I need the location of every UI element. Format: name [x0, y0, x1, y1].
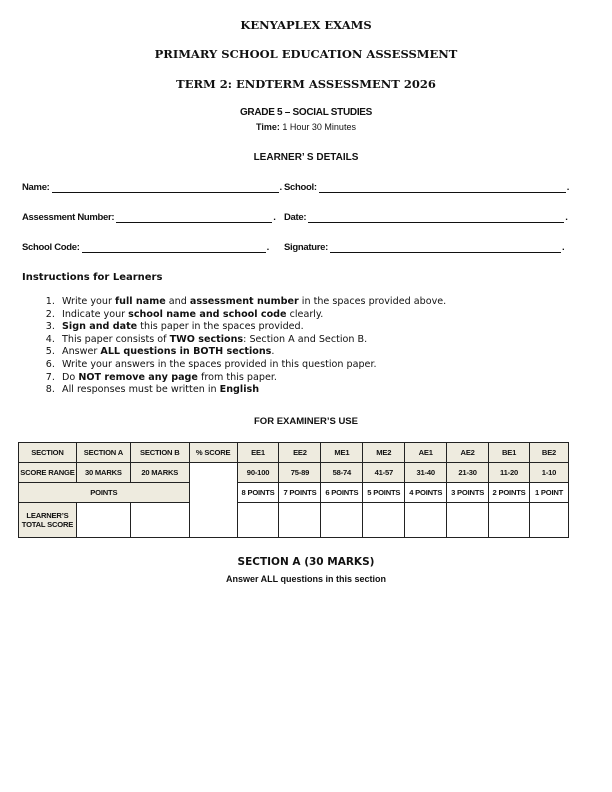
range-cell: 90-100: [237, 463, 279, 483]
date-field[interactable]: Date: .: [284, 212, 568, 223]
time-allowed: [0, 122, 612, 132]
header-cell: BE2: [530, 443, 569, 463]
points-label: POINTS: [19, 483, 190, 503]
points-cell: 8 POINTS: [237, 483, 279, 503]
be1-score-cell[interactable]: [489, 503, 530, 538]
score-range-label: SCORE RANGE: [19, 463, 77, 483]
me2-score-cell[interactable]: [363, 503, 405, 538]
signature-field[interactable]: Signature: .: [284, 242, 565, 253]
header-cell: SECTION: [19, 443, 77, 463]
range-cell: 1-10: [530, 463, 569, 483]
header-cell: % SCORE: [189, 443, 237, 463]
points-cell: 1 POINT: [530, 483, 569, 503]
section-a-title: SECTION A (30 MARKS): [237, 556, 375, 568]
score-range-row: [19, 463, 569, 483]
date-label: Date:: [284, 212, 307, 223]
name-field[interactable]: Name: .: [22, 182, 283, 193]
total-label-line1: LEARNER’S: [26, 511, 69, 520]
section-a-marks: 30 MARKS: [76, 463, 130, 483]
header-cell: AE2: [447, 443, 489, 463]
instruction-item: 7. Do NOT remove any page from this paper.: [58, 372, 446, 385]
ae2-score-cell[interactable]: [447, 503, 489, 538]
time-value: 1 Hour 30 Minutes: [282, 122, 356, 132]
header-cell: EE2: [279, 443, 321, 463]
instruction-item: 6. Write your answers in the spaces provided in this question paper.: [58, 359, 446, 372]
score-table: [18, 442, 569, 538]
instruction-item: 1. Write your full name and assessment number in the spaces provided above.: [58, 296, 446, 309]
header-cell: SECTION B: [130, 443, 189, 463]
ae1-score-cell[interactable]: [405, 503, 447, 538]
range-cell: 41-57: [363, 463, 405, 483]
name-label: Name:: [22, 182, 50, 193]
assessment-number-label: Assessment Number:: [22, 212, 115, 223]
ee1-score-cell[interactable]: [237, 503, 279, 538]
learner-total-row: [19, 503, 569, 538]
assessment-number-field[interactable]: Assessment Number: .: [22, 212, 276, 223]
range-cell: 58-74: [321, 463, 363, 483]
header-cell: SECTION A: [76, 443, 130, 463]
be2-score-cell[interactable]: [530, 503, 569, 538]
header-cell: ME1: [321, 443, 363, 463]
instruction-item: 4. This paper consists of TWO sections: Section A and Section B.: [58, 334, 446, 347]
percent-score-cell[interactable]: [189, 463, 237, 538]
section-b-marks: 20 MARKS: [130, 463, 189, 483]
instruction-item: 8. All responses must be written in English: [58, 384, 446, 397]
ee2-score-cell[interactable]: [279, 503, 321, 538]
school-field[interactable]: School: .: [284, 182, 570, 193]
points-cell: 7 POINTS: [279, 483, 321, 503]
header-cell: AE1: [405, 443, 447, 463]
learner-total-label: [19, 503, 77, 538]
header-cell: ME2: [363, 443, 405, 463]
instructions-title: Instructions for Learners: [22, 272, 163, 283]
score-header-row: [19, 443, 569, 463]
examiner-use-heading: FOR EXAMINER’S USE: [254, 416, 358, 427]
range-cell: 21-30: [447, 463, 489, 483]
section-a-score-cell[interactable]: [76, 503, 130, 538]
points-cell: 5 POINTS: [363, 483, 405, 503]
section-b-score-cell[interactable]: [130, 503, 189, 538]
learner-details-heading: LEARNER’ S DETAILS: [253, 152, 359, 163]
signature-label: Signature:: [284, 242, 328, 253]
term-title: TERM 2: ENDTERM ASSESSMENT 2026: [176, 77, 436, 91]
points-cell: 2 POINTS: [489, 483, 530, 503]
instructions-list: [40, 296, 446, 397]
range-cell: 75-89: [279, 463, 321, 483]
instruction-item: 2. Indicate your school name and school code clearly.: [58, 309, 446, 322]
school-label: School:: [284, 182, 317, 193]
instruction-item: 5. Answer ALL questions in BOTH sections.: [58, 346, 446, 359]
range-cell: 11-20: [489, 463, 530, 483]
school-code-field[interactable]: School Code: .: [22, 242, 270, 253]
assessment-title: PRIMARY SCHOOL EDUCATION ASSESSMENT: [154, 47, 458, 61]
range-cell: 31-40: [405, 463, 447, 483]
header-cell: BE1: [489, 443, 530, 463]
school-code-label: School Code:: [22, 242, 80, 253]
time-label: Time:: [256, 122, 280, 132]
instruction-item: 3. Sign and date this paper in the spaces provided.: [58, 321, 446, 334]
points-cell: 3 POINTS: [447, 483, 489, 503]
total-label-line2: TOTAL SCORE: [21, 520, 74, 529]
grade-subject: GRADE 5 – SOCIAL STUDIES: [239, 107, 373, 118]
points-cell: 4 POINTS: [405, 483, 447, 503]
section-a-subtitle: Answer ALL questions in this section: [225, 574, 387, 584]
points-cell: 6 POINTS: [321, 483, 363, 503]
me1-score-cell[interactable]: [321, 503, 363, 538]
header-cell: EE1: [237, 443, 279, 463]
org-title: KENYAPLEX EXAMS: [240, 18, 372, 32]
points-row: [19, 483, 569, 503]
